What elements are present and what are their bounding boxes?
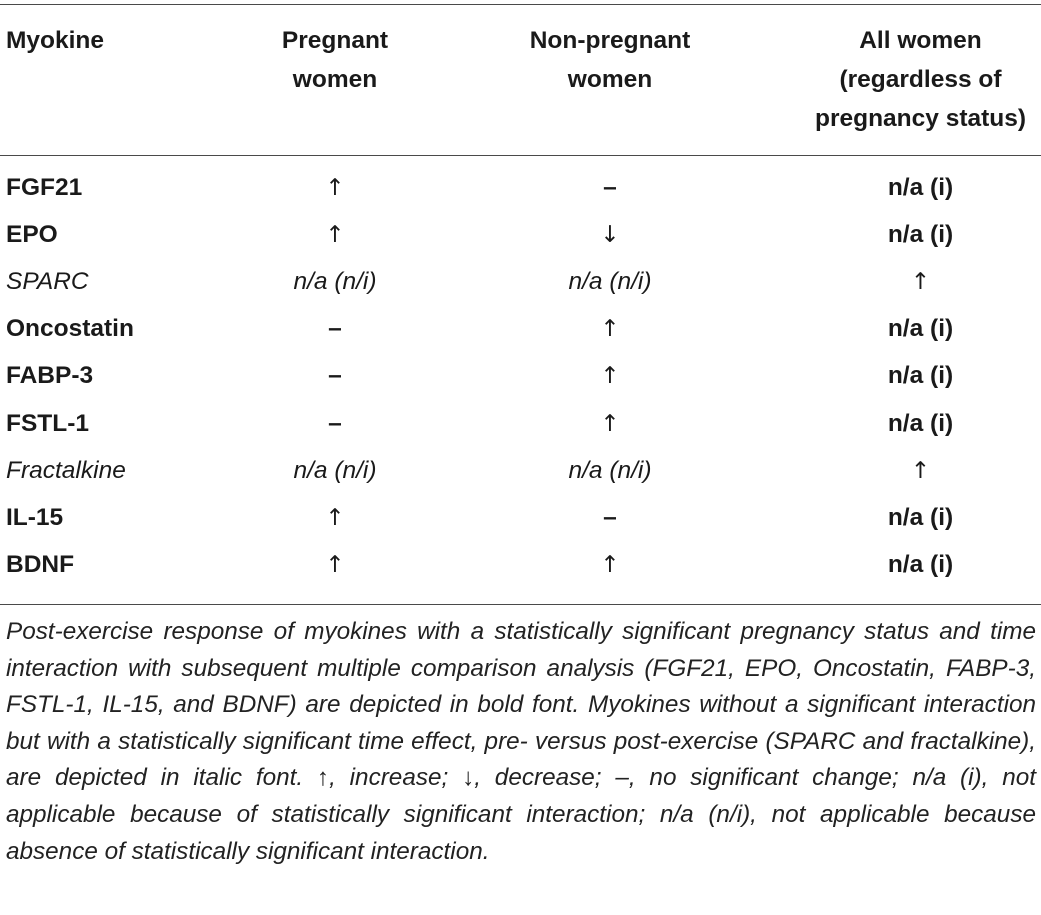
cell-non-pregnant: –: [603, 503, 617, 531]
cell-all-women: n/a (i): [887, 503, 954, 531]
cell-all-women: n/a (i): [887, 220, 954, 248]
cell-pregnant: –: [328, 315, 342, 343]
table-row: [0, 211, 1041, 258]
cell-all-women: n/a (i): [887, 551, 954, 579]
arrow-up-icon: ↑: [325, 504, 345, 531]
cell-myokine: FABP-3: [6, 362, 94, 390]
cell-all-women: n/a (i): [887, 362, 954, 390]
cell-non-pregnant: n/a (n/i): [568, 456, 652, 484]
cell-non-pregnant: [420, 211, 800, 258]
cell-pregnant: [250, 494, 420, 541]
arrow-up-icon: ↑: [910, 268, 931, 295]
table-footnote: Post-exercise response of myokines with a statistically significant pregnancy status and time interaction with subsequent multiple comparison analysis (FGF21, EPO, Oncostatin, FABP-3, FSTL-1, IL-15, and BDNF) are depicted in bold font. Myokines without a significant interaction but with a statistically significant time effect, pre- versus post-exercise (SPARC and fractalkine), are depicted in italic font. ↑, increase; ↓, decrease; –, no significant change; n/a (i), not applicable because of statistically significant interaction; n/a (n/i), not applicable because absence of statistically significant interaction.: [6, 618, 1036, 865]
table-row: [0, 542, 1041, 589]
cell-pregnant: n/a (n/i): [293, 267, 377, 295]
table-row: [0, 494, 1041, 541]
cell-myokine: Fractalkine: [6, 456, 126, 484]
cell-pregnant: [250, 211, 420, 258]
arrow-up-icon: ↑: [600, 316, 620, 343]
arrow-down-icon: ↓: [600, 221, 620, 248]
table-row: [0, 306, 1041, 353]
header-row: [0, 0, 1041, 151]
cell-pregnant: –: [328, 362, 342, 390]
cell-myokine: BDNF: [6, 551, 75, 579]
table-row: [0, 400, 1041, 447]
cell-non-pregnant: [420, 542, 800, 589]
header-pregnant: Pregnant women: [281, 27, 389, 93]
table-row: [0, 353, 1041, 400]
table-row: [0, 447, 1041, 494]
table-body: [0, 151, 1041, 589]
header-all-women: All women (regardless of pregnancy status): [814, 27, 1027, 132]
cell-pregnant: [250, 542, 420, 589]
arrow-up-icon: ↑: [325, 221, 345, 248]
cell-myokine: FSTL-1: [6, 409, 90, 437]
arrow-up-icon: ↑: [600, 410, 620, 437]
cell-all-women: [800, 258, 1041, 305]
cell-pregnant: n/a (n/i): [293, 456, 377, 484]
cell-all-women: n/a (i): [887, 409, 954, 437]
header-non-pregnant: Non-pregnant women: [529, 27, 691, 93]
cell-myokine: Oncostatin: [6, 315, 134, 343]
cell-pregnant: –: [328, 409, 342, 437]
cell-myokine: SPARC: [6, 267, 89, 295]
arrow-up-icon: ↑: [325, 552, 345, 579]
cell-non-pregnant: [420, 306, 800, 353]
arrow-up-icon: ↑: [325, 174, 345, 201]
bottom-rule: [0, 604, 1041, 605]
cell-pregnant: [250, 164, 420, 211]
arrow-up-icon: ↑: [600, 363, 620, 390]
cell-non-pregnant: [420, 353, 800, 400]
cell-myokine: IL-15: [6, 503, 64, 531]
arrow-up-icon: ↑: [600, 552, 620, 579]
cell-non-pregnant: –: [603, 173, 617, 201]
cell-non-pregnant: n/a (n/i): [568, 267, 652, 295]
cell-all-women: n/a (i): [887, 315, 954, 343]
cell-all-women: n/a (i): [887, 173, 954, 201]
arrow-up-icon: ↑: [910, 457, 931, 484]
cell-myokine: EPO: [6, 220, 58, 248]
cell-all-women: [800, 447, 1041, 494]
table-row: [0, 164, 1041, 211]
table-row: [0, 258, 1041, 305]
header-myokine: Myokine: [6, 27, 105, 54]
cell-non-pregnant: [420, 400, 800, 447]
cell-myokine: FGF21: [6, 173, 83, 201]
